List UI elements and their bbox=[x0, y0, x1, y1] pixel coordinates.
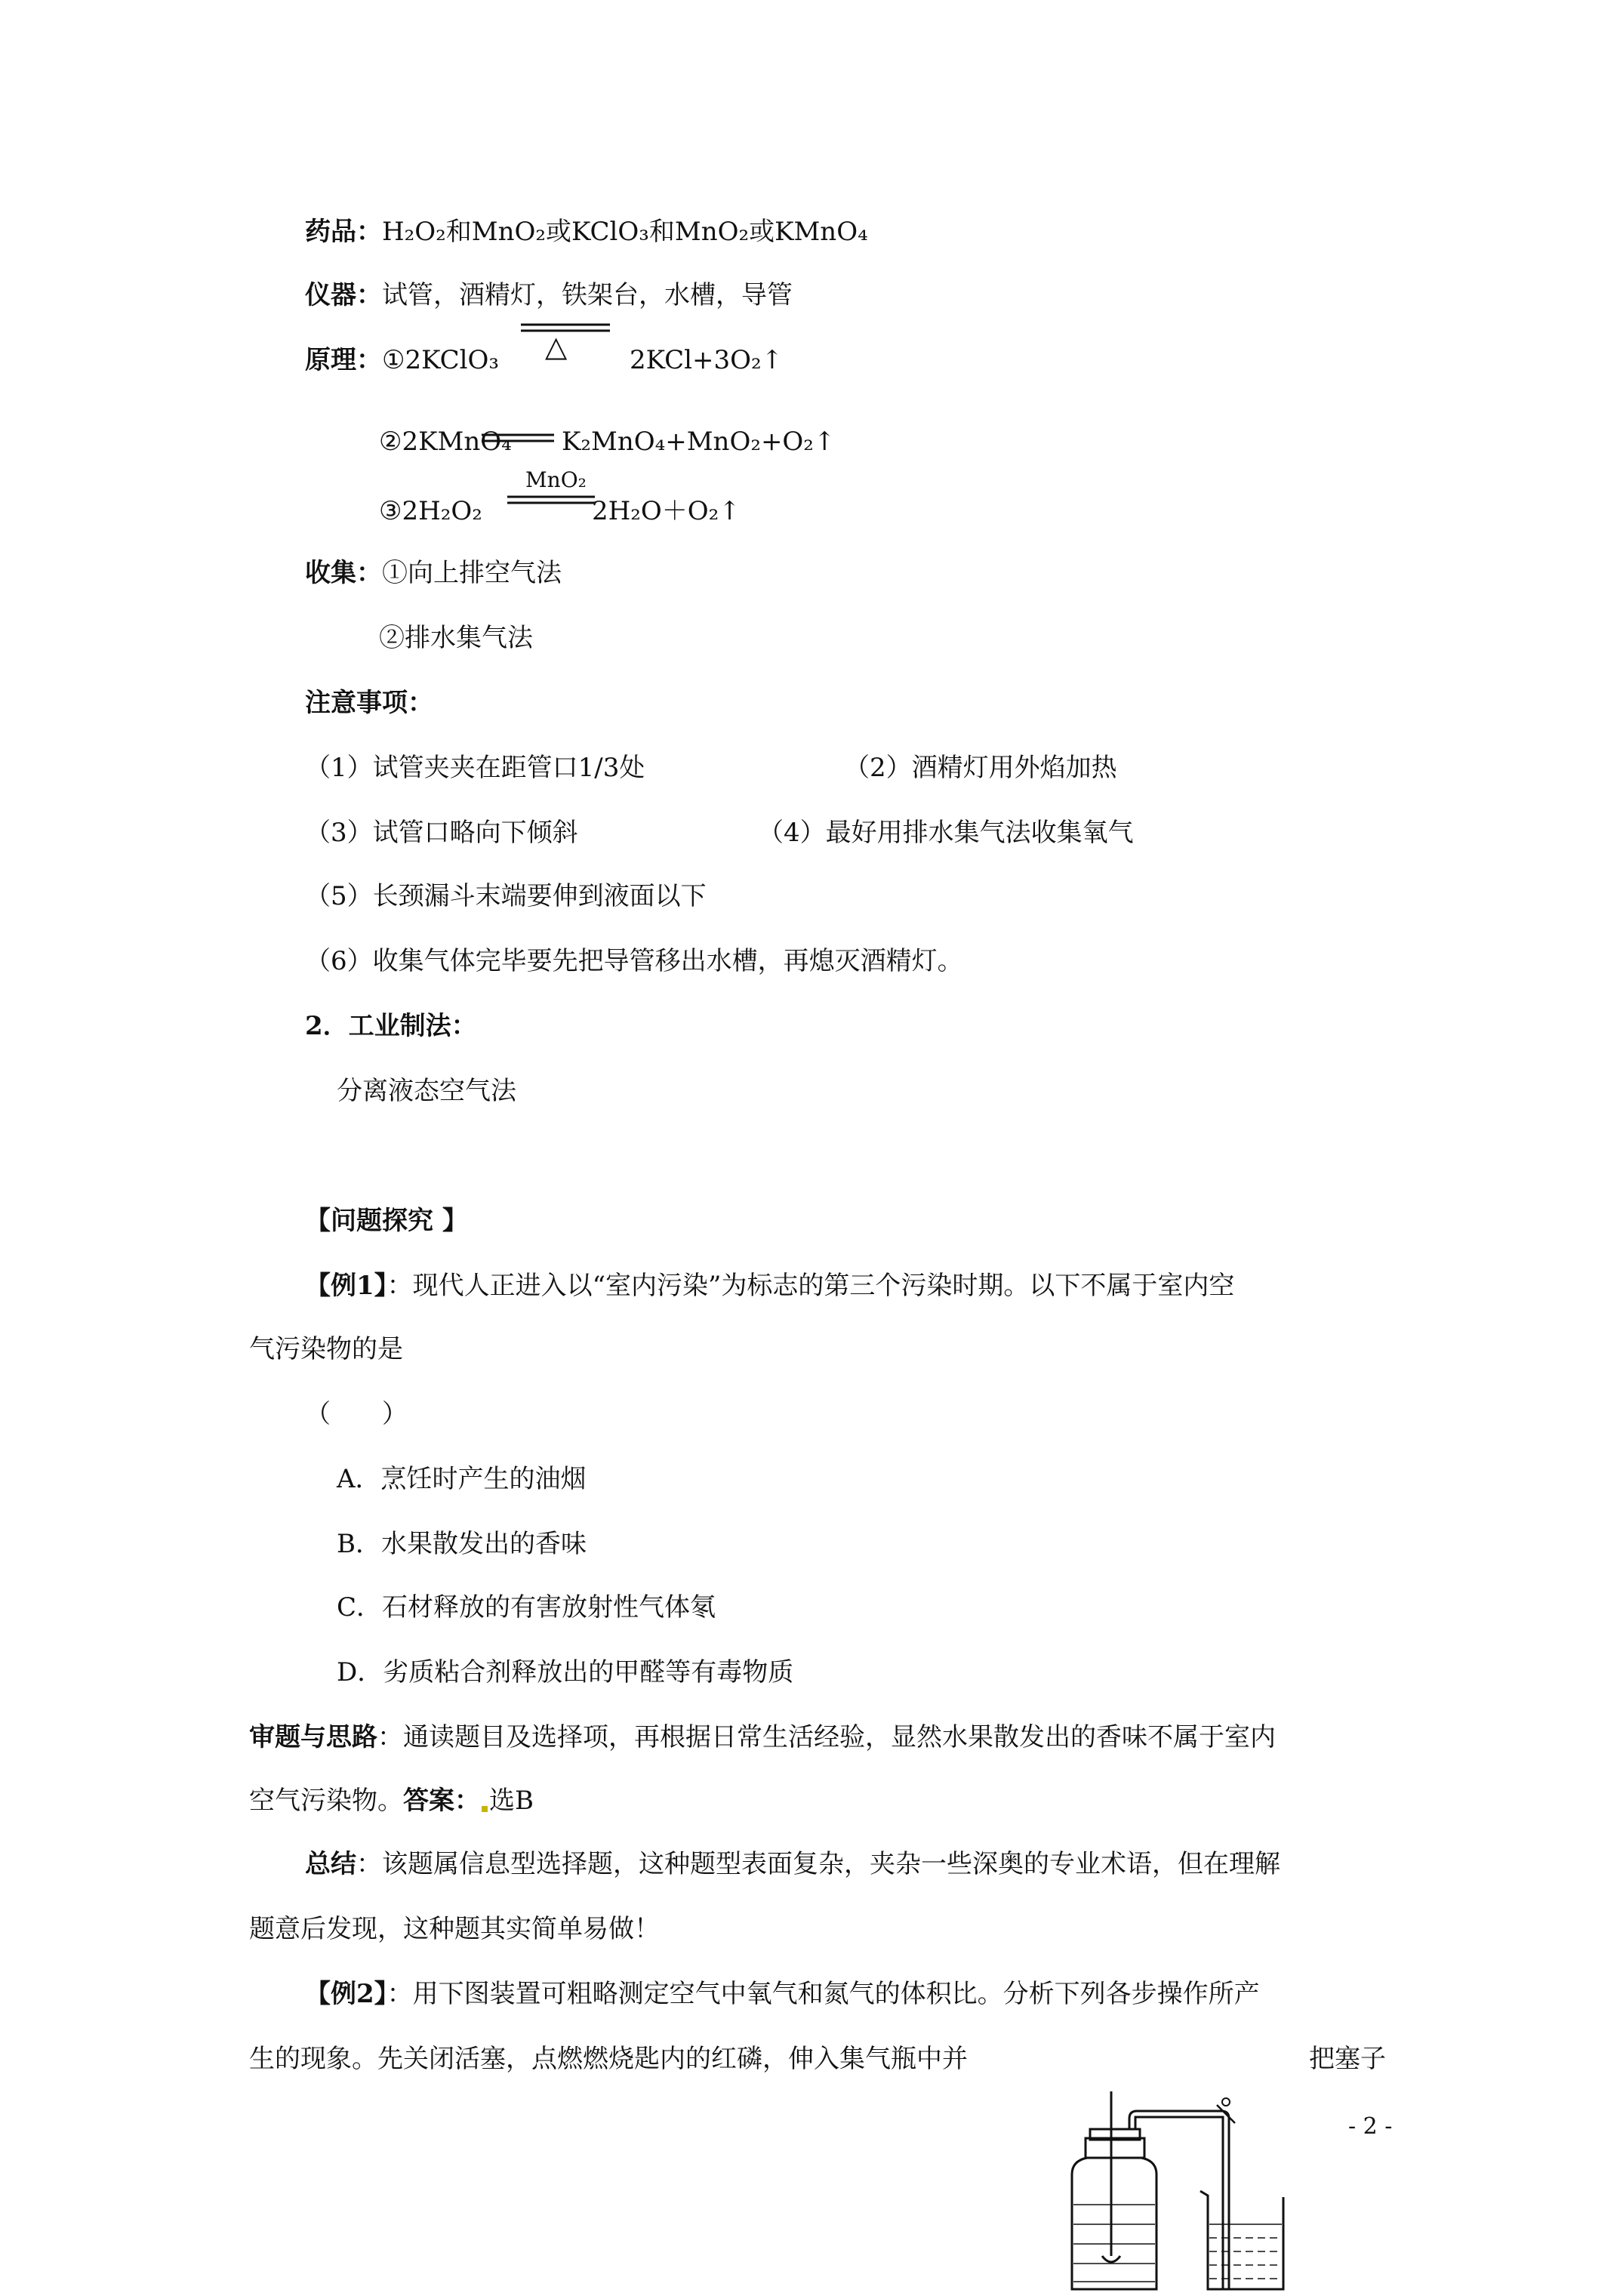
summary-label: 总结 bbox=[305, 1849, 356, 1879]
equation-2-equals-sign bbox=[482, 433, 557, 445]
medicine-line bbox=[305, 219, 868, 245]
equation-2-lhs: ②2KMnO₄ bbox=[379, 427, 512, 457]
example-2-tag: 【例2】 bbox=[305, 1979, 387, 2009]
apparatus-diagram bbox=[1057, 2091, 1329, 2294]
example-1-question-2: 气污染物的是 bbox=[249, 1334, 403, 1364]
analysis-line-1 bbox=[249, 1724, 1276, 1750]
note-4: （4）最好用排水集气法收集氧气 bbox=[758, 818, 1134, 848]
explore-title: 【问题探究 】 bbox=[305, 1206, 468, 1236]
option-a: A．烹饪时产生的油烟 bbox=[337, 1464, 587, 1494]
equation-3-equals-sign bbox=[507, 495, 598, 507]
example-2-question-1: ：用下图装置可粗略测定空气中氧气和氮气的体积比。分析下列各步操作所产 bbox=[387, 1979, 1260, 2009]
notes-title: 注意事项： bbox=[305, 688, 433, 718]
heat-condition: △ bbox=[545, 330, 568, 363]
example-2-question-2a: 生的现象。先关闭活塞，点燃燃烧匙内的红磷，伸入集气瓶中并 bbox=[249, 2044, 968, 2074]
option-c: C．石材释放的有害放射性气体氡 bbox=[337, 1592, 716, 1623]
example-1-line-1 bbox=[305, 1273, 1234, 1299]
medicine-text: H₂O₂和MnO₂或KClO₃和MnO₂或KMnO₄ bbox=[382, 217, 868, 247]
equation-1-lhs: ①2KClO₃ bbox=[382, 345, 499, 375]
summary-text-1: ：该题属信息型选择题，这种题型表面复杂，夹杂一些深奥的专业术语，但在理解 bbox=[356, 1849, 1280, 1879]
equation-3-rhs: 2H₂O＋O₂↑ bbox=[592, 496, 741, 526]
answer-label: 答案： bbox=[403, 1786, 480, 1816]
note-2: （2）酒精灯用外焰加热 bbox=[844, 753, 1117, 783]
industry-title: 2．工业制法： bbox=[305, 1011, 477, 1041]
analysis-text-2: 空气污染物。 bbox=[249, 1786, 403, 1816]
equation-1-equals-sign bbox=[521, 323, 611, 335]
summary-text-2: 题意后发现，这种题其实简单易做！ bbox=[249, 1914, 660, 1944]
example-2-question-2b: 把塞子 bbox=[1309, 2044, 1386, 2074]
apparatus-label: 仪器： bbox=[305, 280, 382, 310]
answer-value: 选B bbox=[489, 1786, 534, 1816]
industry-text: 分离液态空气法 bbox=[337, 1076, 516, 1106]
collect-line bbox=[305, 560, 562, 586]
note-3: （3）试管口略向下倾斜 bbox=[305, 818, 578, 848]
catalyst-condition: MnO₂ bbox=[525, 467, 587, 492]
note-1: （1）试管夹夹在距管口1/3处 bbox=[305, 753, 645, 783]
apparatus-line bbox=[305, 282, 793, 308]
analysis-line-2 bbox=[249, 1788, 534, 1814]
option-d: D．劣质粘合剂释放出的甲醛等有毒物质 bbox=[337, 1657, 794, 1687]
principle-line bbox=[305, 347, 499, 373]
apparatus-text: 试管，酒精灯，铁架台，水槽，导管 bbox=[382, 280, 793, 310]
example-1-tag: 【例1】 bbox=[305, 1271, 387, 1301]
collect-label: 收集： bbox=[305, 558, 382, 588]
note-6: （6）收集气体完毕要先把导管移出水槽，再熄灭酒精灯。 bbox=[305, 946, 963, 976]
analysis-text-1: ：通读题目及选择项，再根据日常生活经验，显然水果散发出的香味不属于室内 bbox=[377, 1722, 1276, 1752]
highlight-mark bbox=[482, 1806, 488, 1812]
option-b: B．水果散发出的香味 bbox=[337, 1529, 587, 1559]
page-number: - 2 - bbox=[1348, 2113, 1393, 2140]
example-2-line-1 bbox=[305, 1981, 1260, 2007]
answer-parentheses: （ ） bbox=[305, 1399, 408, 1429]
equation-2-rhs: K₂MnO₄+MnO₂+O₂↑ bbox=[562, 427, 836, 457]
collect-method-2: ②排水集气法 bbox=[379, 623, 533, 653]
medicine-label: 药品： bbox=[305, 217, 382, 247]
note-5: （5）长颈漏斗末端要伸到液面以下 bbox=[305, 881, 707, 911]
equation-3-lhs: ③2H₂O₂ bbox=[379, 496, 482, 526]
example-1-question-1: ：现代人正进入以“室内污染”为标志的第三个污染时期。以下不属于室内空 bbox=[387, 1271, 1235, 1301]
summary-line-1 bbox=[305, 1851, 1280, 1877]
principle-label: 原理： bbox=[305, 345, 382, 375]
collect-method-1: ①向上排空气法 bbox=[382, 558, 562, 588]
analysis-label: 审题与思路 bbox=[249, 1722, 377, 1752]
equation-1-rhs: 2KCl+3O₂↑ bbox=[630, 345, 784, 375]
